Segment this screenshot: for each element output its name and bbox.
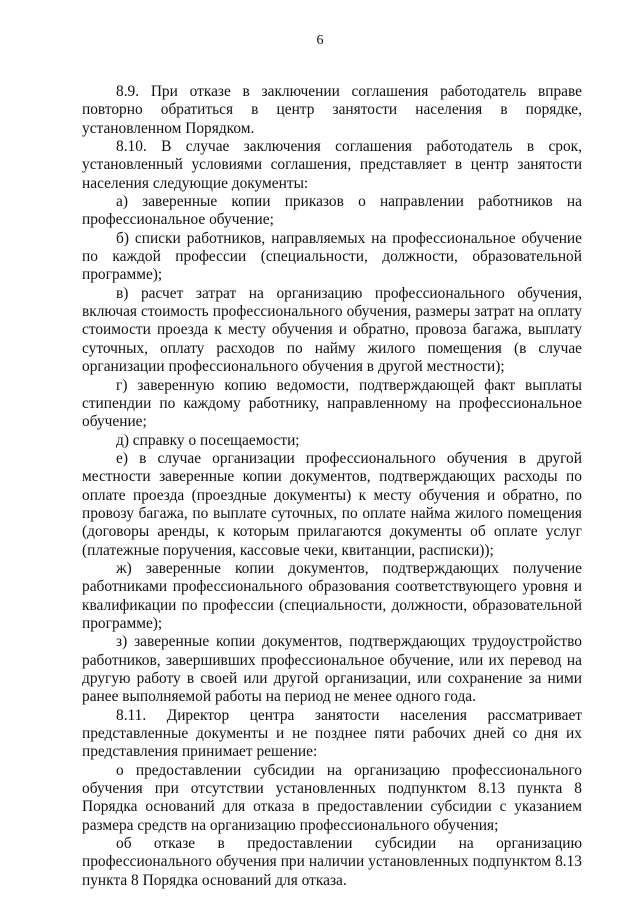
paragraph-8-11: 8.11. Директор центра занятости населения рассматривает представленные документы и не позднее пяти рабочих дней со дня их представления принимает решение: <box>82 706 582 761</box>
decision-refusal: об отказе в предоставлении субсидии на организацию профессионального обучения при наличии установленных подпунктом 8.13 пункта 8 Порядка оснований для отказа. <box>82 835 582 889</box>
list-item-a: а) заверенные копии приказов о направлении работников на профессиональное обучение; <box>82 193 582 229</box>
paragraph-8-10: 8.10. В случае заключения соглашения работодатель в срок, установленный условиями соглашения, представляет в центр занятости населения следующие документы: <box>82 138 582 192</box>
list-item-e: е) в случае организации профессионального обучения в другой местности заверенные копии документов, подтверждающих расходы по оплате проезда (проездные документы) к месту обучения и обратно, по провозу багажа, по выплате суточных, по оплате найма жилого помещения (договоры аренды, к которым прилагаются документы об оплате услуг (платежные поручения, кассовые чеки, квитанции, расписки)); <box>82 449 582 559</box>
paragraph-8-9: 8.9. При отказе в заключении соглашения работодатель вправе повторно обратиться в центр занятости населения в порядке, установленном Порядком. <box>82 83 582 137</box>
page-number: 6 <box>316 33 324 48</box>
decision-grant: о предоставлении субсидии на организацию профессионального обучения при отсутствии установленных подпунктом 8.13 пункта 8 Порядка оснований для отказа в предоставлении субсидии с указанием размера средств на организацию профессионального обучения; <box>82 761 582 834</box>
list-item-zh: ж) заверенные копии документов, подтверждающих получение работниками профессионального образования соответствующего уровня и квалификации по профессии (специальности, должности, образовательной программе); <box>82 559 582 632</box>
list-item-b: б) списки работников, направляемых на профессиональное обучение по каждой профессии (специальности, должности, образовательной программе); <box>82 229 582 284</box>
document-body <box>82 83 582 890</box>
list-item-v: в) расчет затрат на организацию профессионального обучения, включая стоимость профессионального обучения, размеры затрат на оплату стоимости проезда к месту обучения и обратно, провоза багажа, выплату суточных, оплату расходов по найму жилого помещения (в случае организации профессионального обучения в другой местности); <box>82 284 582 376</box>
list-item-z: з) заверенные копии документов, подтверждающих трудоустройство работников, завершивших профессиональное обучение, или их перевод на другую работу в своей или другой организации, или сохранение за ними ранее выполняемой работы на период не менее одного года. <box>82 633 582 706</box>
list-item-g: г) заверенную копию ведомости, подтверждающей факт выплаты стипендии по каждому работнику, направленному на профессиональное обучение; <box>82 376 582 431</box>
list-item-d: д) справку о посещаемости; <box>116 431 300 449</box>
